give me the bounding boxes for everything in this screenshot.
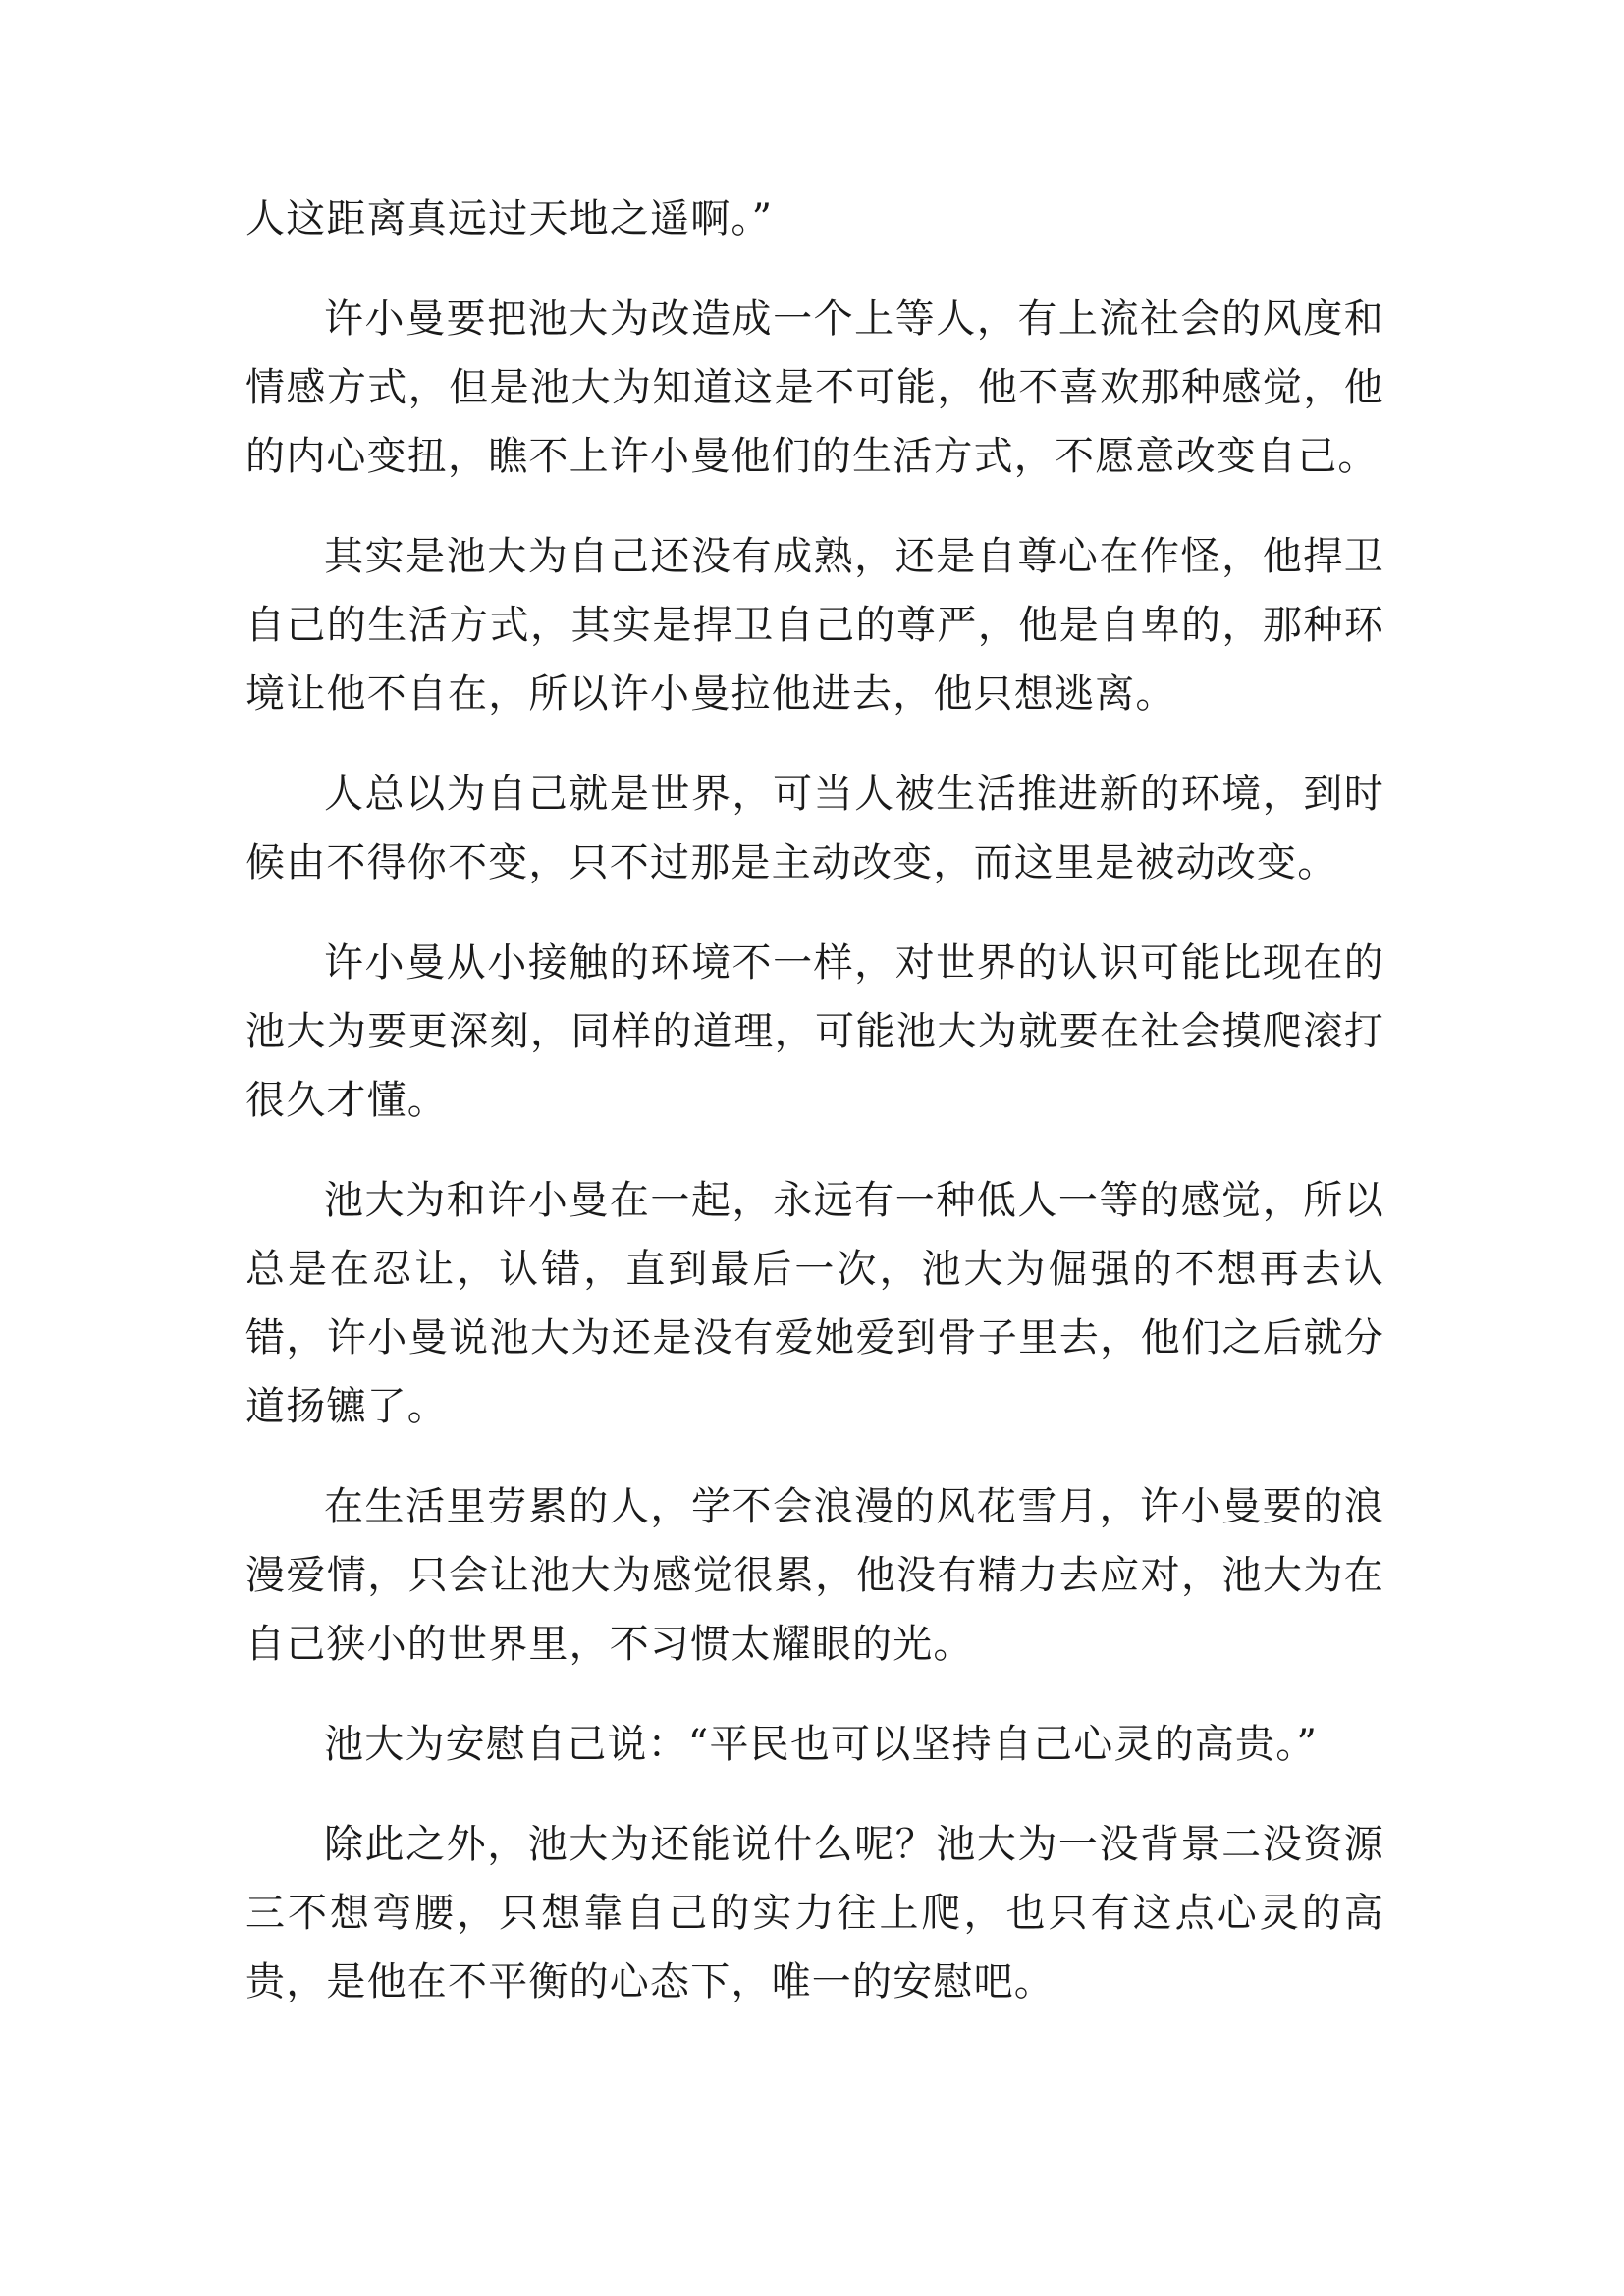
paragraph: 其实是池大为自己还没有成熟，还是自尊心在作怪，他捍卫自己的生活方式，其实是捍卫自己的尊严，他是自卑的，那种环境让他不自在，所以许小曼拉他进去，他只想逃离。	[245, 534, 1384, 717]
paragraph: 人总以为自己就是世界，可当人被生活推进新的环境，到时候由不得你不变，只不过那是主动改变，而这里是被动改变。	[245, 772, 1384, 885]
paragraph-continuation: 人这距离真远过天地之遥啊。”	[245, 196, 774, 241]
paragraph: 在生活里劳累的人，学不会浪漫的风花雪月，许小曼要的浪漫爱情，只会让池大为感觉很累，他没有精力去应对，池大为在自己狭小的世界里，不习惯太耀眼的光。	[245, 1484, 1384, 1667]
document-page	[245, 185, 1384, 2016]
paragraph: 许小曼要把池大为改造成一个上等人，有上流社会的风度和情感方式，但是池大为知道这是不可能，他不喜欢那种感觉，他的内心变扭，瞧不上许小曼他们的生活方式，不愿意改变自己。	[245, 296, 1384, 479]
paragraph: 除此之外，池大为还能说什么呢？池大为一没背景二没资源三不想弯腰，只想靠自己的实力往上爬，也只有这点心灵的高贵，是他在不平衡的心态下，唯一的安慰吧。	[245, 1822, 1384, 2004]
paragraph: 许小曼从小接触的环境不一样，对世界的认识可能比现在的池大为要更深刻，同样的道理，可能池大为就要在社会摸爬滚打很久才懂。	[245, 940, 1384, 1123]
paragraph: 池大为安慰自己说：“平民也可以坚持自己心灵的高贵。”	[324, 1722, 1319, 1767]
paragraph: 池大为和许小曼在一起，永远有一种低人一等的感觉，所以总是在忍让，认错，直到最后一次，池大为倔强的不想再去认错，许小曼说池大为还是没有爱她爱到骨子里去，他们之后就分道扬镳了。	[245, 1178, 1384, 1429]
